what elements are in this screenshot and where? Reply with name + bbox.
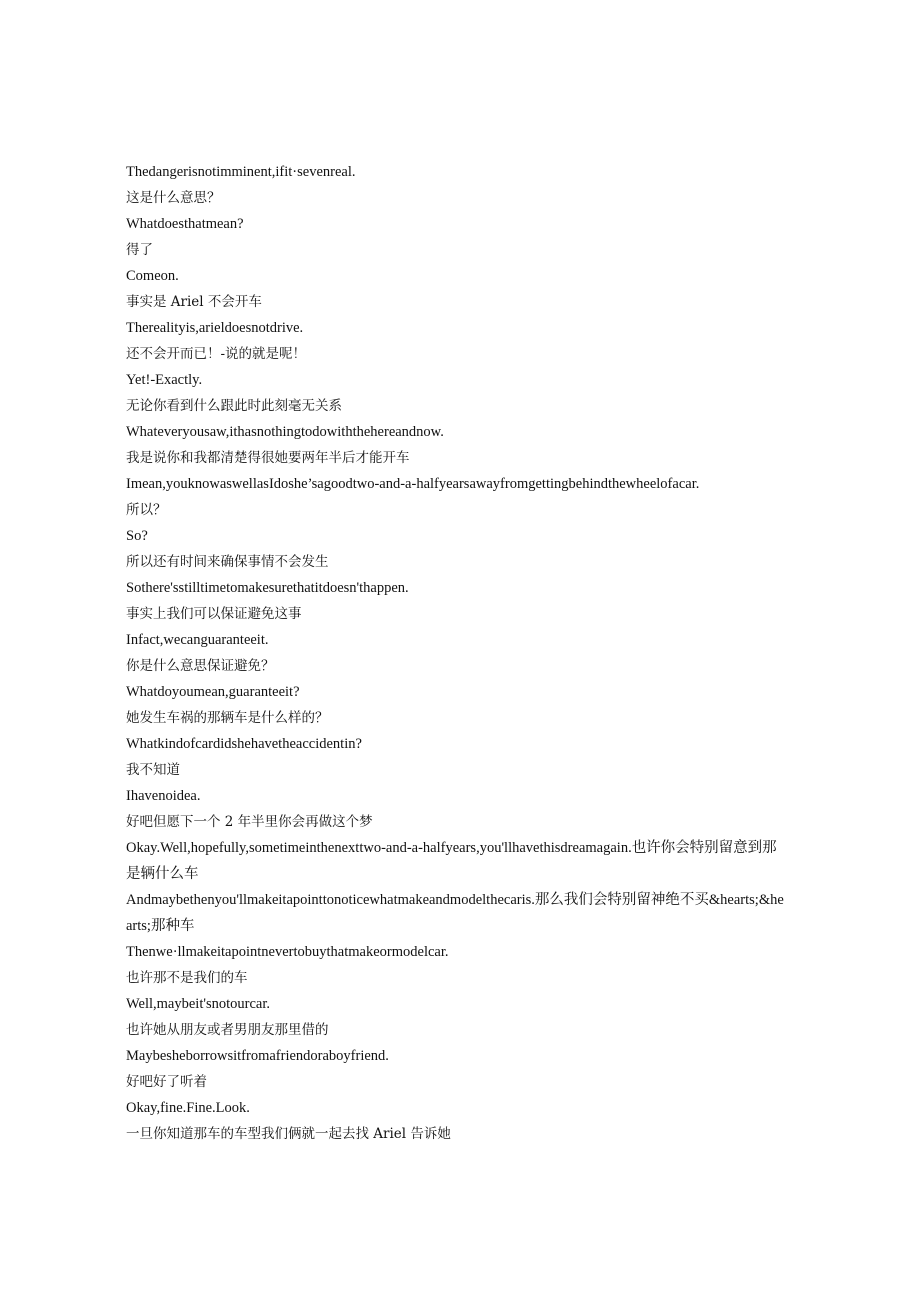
text-line: Ihavenoidea.	[126, 788, 201, 804]
text-line: 也许那不是我们的车	[126, 970, 248, 986]
text-line: So?	[126, 528, 148, 544]
text-line: Andmaybethenyou'llmakeitapointtonoticewhatmakeandmodelthecaris.那么我们会特别留神绝不买&hearts;&hearts;那种车	[126, 892, 784, 934]
text-line: 无论你看到什么跟此时此刻毫无关系	[126, 398, 342, 414]
text-line: 所以还有时间来确保事情不会发生	[126, 554, 329, 570]
text-line: Yet!-Exactly.	[126, 372, 203, 388]
text-line: 得了	[126, 242, 153, 258]
text-line: Whatkindofcardidshehavetheaccidentin?	[126, 736, 362, 752]
text-line: 我不知道	[126, 762, 180, 778]
text-line: Infact,wecanguaranteeit.	[126, 632, 269, 648]
text-line: Okay,fine.Fine.Look.	[126, 1100, 250, 1116]
text-line: Whateveryousaw,ithasnothingtodowiththehereandnow.	[126, 424, 444, 440]
text-line: Whatdoesthatmean?	[126, 216, 244, 232]
text-line: 一旦你知道那车的车型我们俩就一起去找 Ariel 告诉她	[126, 1126, 451, 1142]
text-line: 也许她从朋友或者男朋友那里借的	[126, 1022, 329, 1038]
text-line: Comeon.	[126, 268, 179, 284]
text-line: Sothere'sstilltimetomakesurethatitdoesn'thappen.	[126, 580, 409, 596]
text-line: 好吧但愿下一个 2 年半里你会再做这个梦	[126, 814, 373, 830]
text-line: 好吧好了听着	[126, 1074, 207, 1090]
text-line: 还不会开而已！-说的就是呢！	[126, 346, 307, 362]
text-line: Thenwe·llmakeitapointnevertobuythatmakeormodelcar.	[126, 944, 449, 960]
text-line: Therealityis,arieldoesnotdrive.	[126, 320, 304, 336]
text-line: Whatdoyoumean,guaranteeit?	[126, 684, 300, 700]
text-line: 这是什么意思？	[126, 190, 221, 206]
text-line: Maybesheborrowsitfromafriendoraboyfriend.	[126, 1048, 389, 1064]
document-body	[126, 159, 790, 1147]
text-line: 你是什么意思保证避免？	[126, 658, 275, 674]
text-line: 我是说你和我都清楚得很她要两年半后才能开车	[126, 450, 410, 466]
text-line: Okay.Well,hopefully,sometimeinthenexttwo-and-a-halfyears,you'llhavethisdreamagain.也许你会特别留意到那是辆什么车	[126, 840, 777, 882]
text-line: Thedangerisnotimminent,ifit·sevenreal.	[126, 164, 356, 180]
text-line: 事实上我们可以保证避免这事	[126, 606, 302, 622]
text-line: 所以？	[126, 502, 167, 518]
text-line: 事实是 Ariel 不会开车	[126, 294, 262, 310]
text-line: Imean,youknowaswellasIdoshe’sagoodtwo-and-a-halfyearsawayfromgettingbehindthewheelofacar.	[126, 476, 700, 492]
text-line: 她发生车祸的那辆车是什么样的？	[126, 710, 329, 726]
text-line: Well,maybeit'snotourcar.	[126, 996, 270, 1012]
